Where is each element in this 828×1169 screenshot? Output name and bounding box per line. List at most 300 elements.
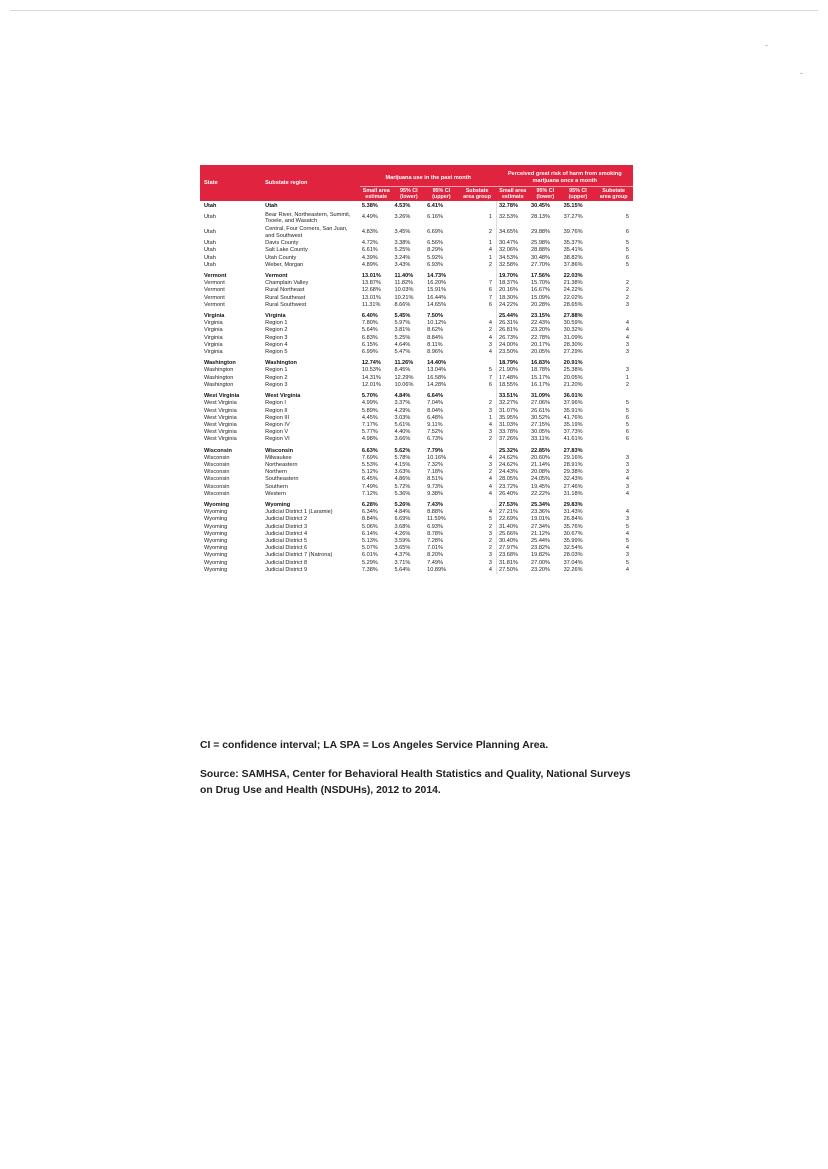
state-cell: Utah (204, 247, 216, 254)
region-cell: Rural Southeast (265, 294, 306, 301)
risk-estimate-cell: 26.40% (496, 491, 529, 498)
risk-estimate-cell: 24.00% (496, 342, 529, 349)
risk-ci-lower-cell: 23.15% (531, 313, 551, 320)
risk-estimate-cell: 24.43% (496, 469, 529, 476)
risk-estimate-cell: 24.62% (496, 455, 529, 462)
risk-ci-lower-cell: 19.82% (531, 552, 551, 559)
use-ci-upper-cell: 11.59% (427, 516, 446, 523)
use-ci-upper-cell: 7.52% (427, 429, 443, 436)
use-estimate-cell: 6.61% (361, 247, 378, 254)
risk-group-cell (594, 444, 633, 455)
use-ci-upper-cell: 6.69% (427, 229, 443, 236)
table-row (200, 262, 633, 269)
use-estimate-cell: 5.70% (361, 393, 378, 400)
risk-ci-upper-cell: 22.03% (563, 273, 583, 280)
risk-ci-upper-cell: 37.96% (563, 400, 583, 407)
risk-ci-upper-cell: 35.41% (563, 247, 583, 254)
use-estimate-cell: 7.17% (361, 421, 378, 428)
risk-estimate-cell: 24.62% (496, 462, 529, 469)
region-cell: Milwaukee (265, 454, 292, 461)
use-ci-lower-cell: 3.81% (394, 327, 411, 334)
use-ci-lower-cell: 5.36% (394, 490, 411, 497)
use-group-cell (458, 269, 497, 280)
region-cell: Davis County (265, 240, 299, 247)
use-ci-lower-cell: 5.25% (394, 334, 411, 341)
region-cell: Judicial District 4 (265, 530, 308, 537)
risk-group-cell: 4 (625, 530, 629, 537)
use-estimate-cell: 7.69% (361, 454, 378, 461)
table-row (200, 476, 633, 483)
ci-upper-column-header: 95% CI (upper) (562, 186, 595, 201)
use-ci-upper-cell: 15.91% (427, 287, 447, 294)
footnote-source: Source: SAMHSA, Center for Behavioral Health Statistics and Quality, National Surveys on Drug Use and Health (NSDUHs), 2012 to 2014. (200, 769, 631, 796)
risk-estimate-cell: 18.55% (496, 382, 529, 389)
risk-group-cell: 3 (625, 483, 629, 490)
use-group-cell: 2 (488, 229, 492, 236)
region-cell: Region III (265, 414, 290, 421)
use-ci-upper-cell: 7.32% (427, 461, 443, 468)
use-group-cell: 2 (488, 545, 492, 552)
risk-ci-upper-cell: 32.26% (563, 566, 583, 573)
risk-group-cell: 2 (625, 381, 629, 388)
region-cell: Region I (265, 400, 286, 407)
risk-estimate-cell: 32.06% (496, 247, 529, 254)
risk-ci-lower-cell: 15.09% (531, 294, 551, 301)
use-ci-lower-cell: 4.53% (394, 203, 411, 210)
risk-group-cell: 3 (625, 349, 629, 356)
use-group-cell: 1 (488, 214, 492, 221)
risk-ci-lower-cell: 29.88% (531, 229, 551, 236)
risk-group-cell: 4 (625, 320, 629, 327)
use-ci-upper-cell: 7.49% (427, 559, 443, 566)
risk-group-cell: 4 (625, 509, 629, 516)
risk-ci-upper-cell: 31.09% (563, 334, 583, 341)
use-ci-upper-cell: 9.11% (427, 421, 443, 428)
use-ci-lower-cell: 3.68% (394, 523, 411, 530)
use-group-cell: 4 (488, 509, 492, 516)
group-column-header: Substate area group (458, 186, 497, 201)
use-ci-upper-cell: 6.93% (427, 261, 443, 268)
use-ci-upper-cell: 6.64% (427, 393, 443, 400)
use-ci-upper-cell: 8.78% (427, 530, 443, 537)
risk-estimate-cell: 28.05% (496, 476, 529, 483)
state-cell: Utah (204, 214, 216, 221)
use-ci-upper-cell: 16.44% (427, 294, 447, 301)
risk-group-cell: 3 (625, 469, 629, 476)
region-cell: Judicial District 1 (Laramie) (265, 509, 333, 516)
use-estimate-cell: 4.39% (361, 254, 378, 261)
region-cell: Utah County (265, 254, 297, 261)
risk-estimate-cell: 31.40% (496, 524, 529, 531)
risk-ci-upper-cell: 29.83% (563, 501, 583, 508)
risk-ci-upper-cell: 31.43% (563, 509, 583, 516)
use-estimate-cell: 5.38% (361, 203, 378, 210)
use-group-cell: 3 (488, 552, 492, 559)
use-ci-upper-cell: 16.58% (427, 374, 447, 381)
risk-ci-upper-cell: 32.54% (563, 545, 583, 552)
state-cell: Wisconsin (204, 461, 230, 468)
use-group-cell: 4 (488, 490, 492, 497)
use-group-cell: 4 (488, 334, 492, 341)
state-cell: Vermont (204, 287, 225, 294)
risk-group-cell: 2 (625, 294, 629, 301)
use-group-cell: 3 (488, 530, 492, 537)
risk-ci-upper-cell: 28.91% (563, 461, 583, 468)
risk-ci-lower-cell: 23.82% (531, 545, 551, 552)
state-cell: Utah (204, 254, 216, 261)
use-ci-upper-cell: 9.38% (427, 490, 443, 497)
state-cell: Virginia (204, 327, 223, 334)
risk-ci-lower-cell: 27.34% (531, 523, 551, 530)
region-cell: Region VI (265, 436, 290, 443)
risk-group-cell: 6 (625, 436, 629, 443)
risk-ci-lower-cell: 30.05% (531, 429, 551, 436)
use-estimate-cell: 10.53% (361, 367, 381, 374)
risk-ci-upper-cell: 35.76% (563, 523, 583, 530)
state-cell: Wyoming (204, 559, 228, 566)
use-group-cell (458, 444, 497, 455)
risk-ci-lower-cell: 27.70% (531, 261, 551, 268)
use-ci-upper-cell: 6.48% (427, 414, 443, 421)
use-ci-lower-cell: 6.69% (394, 516, 411, 523)
use-estimate-cell: 5.64% (361, 327, 378, 334)
use-group-cell: 4 (488, 566, 492, 573)
risk-ci-upper-cell: 35.15% (563, 203, 583, 210)
risk-estimate-cell: 32.78% (496, 201, 529, 210)
risk-ci-upper-cell: 20.05% (563, 374, 583, 381)
use-estimate-cell: 12.68% (361, 287, 381, 294)
risk-estimate-cell: 18.30% (496, 295, 529, 302)
risk-group-cell: 5 (625, 240, 629, 247)
use-group-cell: 2 (488, 469, 492, 476)
use-group-cell (458, 498, 497, 509)
use-estimate-cell: 4.72% (361, 240, 378, 247)
risk-ci-lower-cell: 21.14% (531, 461, 551, 468)
risk-ci-lower-cell: 30.52% (531, 414, 551, 421)
region-cell: Region V (265, 429, 289, 436)
region-cell: Region 1 (265, 320, 288, 327)
use-ci-lower-cell: 8.66% (394, 301, 411, 308)
region-cell: Region II (265, 407, 288, 414)
risk-ci-lower-cell: 27.15% (531, 421, 551, 428)
risk-ci-lower-cell: 25.44% (531, 537, 551, 544)
risk-estimate-cell: 27.97% (496, 545, 529, 552)
use-group-cell (458, 389, 497, 400)
use-estimate-cell: 4.99% (361, 400, 378, 407)
use-group-cell: 3 (488, 559, 492, 566)
use-ci-lower-cell: 3.26% (394, 214, 411, 221)
risk-group-cell (594, 269, 633, 280)
substate-estimates-table (200, 165, 633, 574)
table-row (200, 491, 633, 498)
risk-estimate-cell: 26.31% (496, 320, 529, 327)
use-group-cell: 7 (488, 294, 492, 301)
state-cell: Vermont (204, 273, 227, 280)
region-cell: Region 3 (265, 334, 288, 341)
region-cell: Region 3 (265, 381, 288, 388)
state-cell: Vermont (204, 301, 225, 308)
risk-ci-upper-cell: 41.61% (563, 436, 583, 443)
use-ci-upper-cell: 14.73% (427, 273, 447, 280)
use-ci-lower-cell: 4.40% (394, 429, 411, 436)
use-ci-lower-cell: 5.78% (394, 454, 411, 461)
use-group-cell: 3 (488, 341, 492, 348)
risk-ci-upper-cell: 20.91% (563, 360, 583, 367)
estimate-column-header: Small area estimate (360, 186, 393, 201)
use-estimate-cell: 5.29% (361, 559, 378, 566)
use-ci-lower-cell: 5.62% (394, 447, 411, 454)
table-row (200, 455, 633, 462)
risk-estimate-cell: 24.22% (496, 302, 529, 309)
use-ci-upper-cell: 16.20% (427, 280, 447, 287)
risk-estimate-cell: 23.50% (496, 349, 529, 356)
risk-ci-upper-cell: 35.37% (563, 240, 583, 247)
risk-group-cell: 6 (625, 229, 629, 236)
region-cell: Judicial District 3 (265, 523, 308, 530)
use-estimate-cell: 8.84% (361, 516, 378, 523)
use-estimate-cell: 4.83% (361, 229, 378, 236)
risk-ci-lower-cell: 26.61% (531, 407, 551, 414)
use-ci-lower-cell: 4.84% (394, 393, 411, 400)
state-cell: Virginia (204, 341, 223, 348)
use-ci-lower-cell: 8.45% (394, 367, 411, 374)
use-group-cell: 3 (488, 407, 492, 414)
risk-ci-lower-cell: 30.45% (531, 203, 551, 210)
risk-group-cell: 5 (625, 559, 629, 566)
state-cell: Wyoming (204, 523, 228, 530)
use-group-cell (458, 309, 497, 320)
risk-estimate-cell: 30.40% (496, 538, 529, 545)
use-ci-upper-cell: 7.50% (427, 313, 443, 320)
use-group-cell: 4 (488, 454, 492, 461)
risk-group-cell: 3 (625, 301, 629, 308)
use-ci-lower-cell: 3.63% (394, 469, 411, 476)
table-row (200, 349, 633, 356)
risk-ci-lower-cell: 33.11% (531, 436, 550, 443)
risk-ci-upper-cell: 21.20% (563, 381, 583, 388)
risk-estimate-cell: 27.50% (496, 567, 529, 574)
table-row (200, 531, 633, 538)
state-cell: West Virginia (204, 414, 237, 421)
use-estimate-cell: 11.31% (361, 301, 381, 308)
use-ci-lower-cell: 4.26% (394, 530, 411, 537)
region-cell: Champlain Valley (265, 280, 309, 287)
use-ci-lower-cell: 12.29% (394, 374, 414, 381)
risk-group-cell: 3 (625, 516, 629, 523)
use-estimate-cell: 6.28% (361, 501, 378, 508)
use-ci-lower-cell: 3.65% (394, 545, 411, 552)
risk-ci-upper-cell: 37.86% (563, 261, 583, 268)
risk-ci-lower-cell: 15.70% (531, 280, 551, 287)
use-ci-upper-cell: 6.73% (427, 436, 443, 443)
table-row (200, 516, 633, 523)
use-estimate-cell: 7.12% (361, 490, 378, 497)
perceived-risk-group-header: Perceived great risk of harm from smoking marijuana once a month (496, 165, 633, 186)
risk-estimate-cell: 35.95% (496, 415, 529, 422)
use-ci-upper-cell: 10.16% (427, 454, 447, 461)
risk-ci-lower-cell: 19.01% (531, 516, 551, 523)
use-ci-lower-cell: 11.82% (394, 280, 414, 287)
table-row (200, 382, 633, 389)
risk-ci-lower-cell: 15.17% (531, 374, 551, 381)
risk-estimate-cell: 27.53% (496, 498, 529, 509)
use-ci-upper-cell: 8.29% (427, 247, 443, 254)
risk-ci-lower-cell: 18.78% (531, 367, 551, 374)
table-row (200, 462, 633, 469)
state-summary-row (200, 389, 633, 400)
use-group-cell: 4 (488, 483, 492, 490)
table-row (200, 509, 633, 516)
table-row (200, 524, 633, 531)
risk-group-cell: 4 (625, 545, 629, 552)
risk-estimate-cell: 23.68% (496, 552, 529, 559)
region-cell: Salt Lake County (265, 247, 308, 254)
region-cell: Region 5 (265, 349, 288, 356)
region-cell: Judicial District 7 (Natrona) (265, 552, 333, 559)
use-ci-lower-cell: 4.37% (394, 552, 411, 559)
risk-ci-lower-cell: 20.60% (531, 454, 551, 461)
state-column-header: State (200, 165, 263, 201)
risk-group-cell (594, 356, 633, 367)
risk-ci-lower-cell: 21.12% (531, 530, 551, 537)
risk-ci-upper-cell: 30.32% (563, 327, 583, 334)
risk-ci-lower-cell: 27.06% (531, 400, 551, 407)
state-cell: Washington (204, 367, 234, 374)
risk-ci-upper-cell: 39.76% (563, 229, 583, 236)
risk-group-cell: 5 (625, 407, 629, 414)
use-ci-upper-cell: 14.40% (427, 360, 447, 367)
table-row (200, 211, 633, 226)
use-ci-upper-cell: 7.28% (427, 537, 443, 544)
state-cell: Wyoming (204, 566, 228, 573)
use-group-cell: 2 (488, 261, 492, 268)
footnote-abbreviations: CI = confidence interval; LA SPA = Los Angeles Service Planning Area. (200, 740, 549, 751)
use-group-cell (458, 356, 497, 367)
use-ci-upper-cell: 8.11% (427, 341, 443, 348)
risk-group-cell: 1 (625, 374, 629, 381)
state-cell: Wisconsin (204, 469, 230, 476)
risk-estimate-cell: 26.81% (496, 327, 529, 334)
region-cell: Judicial District 5 (265, 537, 308, 544)
region-cell: Judicial District 2 (265, 516, 308, 523)
table-row (200, 415, 633, 422)
use-estimate-cell: 5.77% (361, 429, 378, 436)
use-ci-upper-cell: 10.89% (427, 566, 447, 573)
region-cell: Region 2 (265, 327, 288, 334)
table-row (200, 342, 633, 349)
risk-group-cell: 2 (625, 280, 629, 287)
state-cell: West Virginia (204, 429, 237, 436)
region-cell: Central, Four Corners, San Juan, and Southwest (265, 226, 348, 239)
risk-estimate-cell: 25.32% (496, 444, 529, 455)
use-ci-upper-cell: 8.51% (427, 476, 443, 483)
use-ci-upper-cell: 8.20% (427, 552, 443, 559)
risk-estimate-cell: 18.79% (496, 356, 529, 367)
risk-estimate-cell: 32.58% (496, 262, 529, 269)
region-cell: Region 1 (265, 367, 288, 374)
use-ci-lower-cell: 5.26% (394, 501, 411, 508)
risk-ci-lower-cell: 16.83% (531, 360, 551, 367)
use-group-cell: 2 (488, 537, 492, 544)
risk-ci-lower-cell: 20.28% (531, 301, 551, 308)
use-estimate-cell: 6.63% (361, 447, 378, 454)
use-estimate-cell: 7.80% (361, 320, 378, 327)
use-estimate-cell: 12.74% (361, 360, 381, 367)
state-cell: Wisconsin (204, 490, 230, 497)
use-ci-lower-cell: 10.21% (394, 294, 414, 301)
table-row (200, 545, 633, 552)
use-group-cell: 3 (488, 461, 492, 468)
state-cell: West Virginia (204, 436, 237, 443)
data-table-container (200, 165, 633, 574)
risk-group-cell: 5 (625, 400, 629, 407)
state-summary-row (200, 444, 633, 455)
region-column-header: Substate region (263, 165, 360, 201)
region-cell: Weber, Morgan (265, 261, 304, 268)
state-cell: Virginia (204, 320, 223, 327)
use-ci-upper-cell: 8.84% (427, 334, 443, 341)
risk-ci-upper-cell: 37.27% (563, 214, 583, 221)
table-row (200, 302, 633, 309)
region-cell: Region 2 (265, 374, 288, 381)
state-cell: Wyoming (204, 552, 228, 559)
use-ci-lower-cell: 5.97% (394, 320, 411, 327)
risk-ci-upper-cell: 28.65% (563, 301, 583, 308)
risk-group-cell: 3 (625, 461, 629, 468)
use-group-cell: 3 (488, 429, 492, 436)
use-ci-upper-cell: 7.79% (427, 447, 443, 454)
use-ci-lower-cell: 4.64% (394, 341, 411, 348)
risk-group-cell: 5 (625, 421, 629, 428)
use-group-cell: 6 (488, 301, 492, 308)
use-ci-lower-cell: 3.24% (394, 254, 411, 261)
risk-ci-upper-cell: 29.38% (563, 469, 583, 476)
scan-mark: - (765, 40, 768, 50)
use-estimate-cell: 13.01% (361, 294, 381, 301)
use-group-cell: 2 (488, 523, 492, 530)
use-group-cell: 4 (488, 349, 492, 356)
risk-ci-upper-cell: 28.03% (563, 552, 583, 559)
risk-ci-lower-cell: 28.13% (531, 214, 551, 221)
use-ci-upper-cell: 7.18% (427, 469, 443, 476)
risk-ci-upper-cell: 25.38% (563, 367, 583, 374)
state-cell: West Virginia (204, 393, 240, 400)
risk-ci-upper-cell: 37.04% (563, 559, 583, 566)
risk-estimate-cell: 37.26% (496, 436, 529, 443)
state-cell: Wyoming (204, 530, 228, 537)
use-ci-lower-cell: 3.43% (394, 261, 411, 268)
risk-ci-lower-cell: 23.20% (531, 327, 551, 334)
state-summary-row (200, 356, 633, 367)
state-cell: Wisconsin (204, 454, 230, 461)
state-cell: Virginia (204, 334, 223, 341)
use-ci-upper-cell: 8.88% (427, 509, 443, 516)
risk-ci-upper-cell: 28.30% (563, 341, 583, 348)
region-cell: Northern (265, 469, 287, 476)
use-ci-upper-cell: 6.93% (427, 523, 443, 530)
table-row (200, 469, 633, 476)
use-group-cell: 4 (488, 476, 492, 483)
use-ci-upper-cell: 13.04% (427, 367, 447, 374)
use-ci-lower-cell: 4.86% (394, 476, 411, 483)
use-ci-lower-cell: 5.45% (394, 313, 411, 320)
state-cell: Washington (204, 360, 236, 367)
table-row (200, 567, 633, 574)
use-estimate-cell: 4.98% (361, 436, 378, 443)
use-group-cell (458, 201, 497, 210)
state-cell: Virginia (204, 313, 225, 320)
risk-group-cell: 4 (625, 327, 629, 334)
